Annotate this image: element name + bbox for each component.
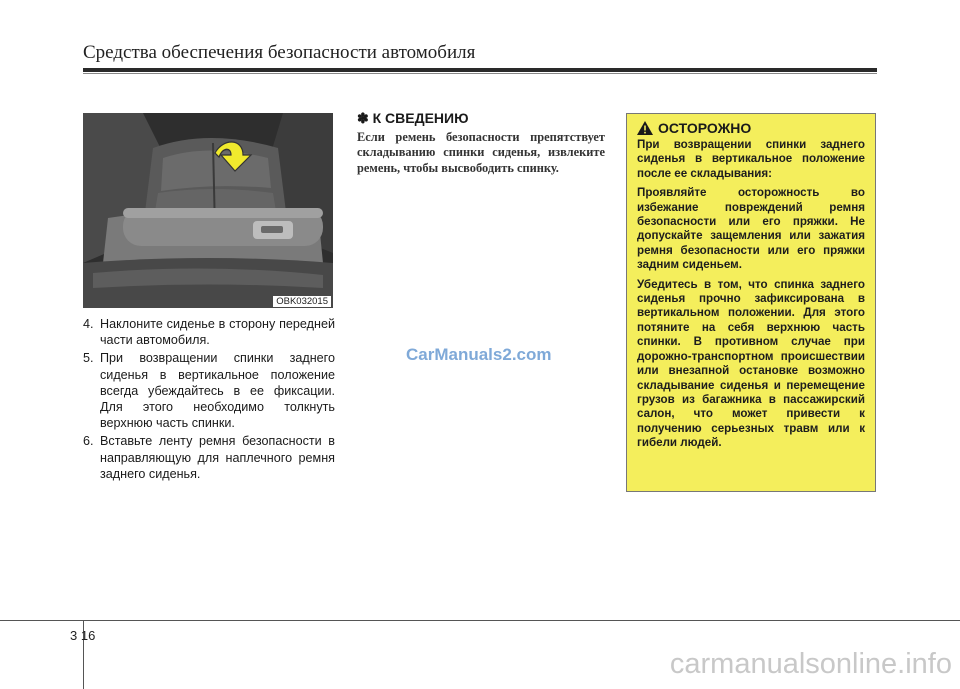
- footer-rule: [0, 620, 960, 621]
- page-number: 3 16: [70, 628, 96, 643]
- warning-paragraph: Проявляйте осторожность во избежание повреждений ремня безопасности или его пряжки. Не допускайте защемления или зажатия ремня безопасности или его пряжки задним сиденьем.: [637, 186, 865, 272]
- step-text: Вставьте ленту ремня безопасности в направляющую для наплечного ремня заднего сиденья.: [100, 434, 335, 481]
- list-item: [83, 350, 335, 431]
- instruction-steps: [83, 316, 335, 484]
- step-number: 6.: [83, 434, 94, 449]
- warning-paragraph: При возвращении спинки заднего сиденья в вертикальное положение после ее складывания:: [637, 138, 865, 180]
- page-header-title: Средства обеспечения безопасности автомобиля: [83, 42, 476, 63]
- step-text: При возвращении спинки заднего сиденья в вертикальное положение всегда убеждайтесь в ее фиксации. Для этого необходимо толкнуть верхнюю часть спинки.: [100, 351, 335, 431]
- photo-code-label: OBK032015: [273, 296, 331, 307]
- warning-box: [626, 113, 876, 492]
- warning-triangle-icon: [637, 121, 653, 135]
- step-text: Наклоните сиденье в сторону передней части автомобиля.: [100, 317, 335, 348]
- warning-paragraph: Убедитесь в том, что спинка заднего сиденья прочно зафиксирована в вертикальном положении. Для этого потяните на себя верхнюю часть спинки. В противном случае при дорожно-транспортном происшествии или внезапной остановке возможно складывание сиденья и перемещение грузов из багажника в пассажирский салон, что может привести к получению серьезных травм или к гибели людей.: [637, 277, 865, 450]
- step-number: 5.: [83, 351, 94, 366]
- step-number: 4.: [83, 317, 94, 331]
- rear-seat-photo: [83, 113, 333, 308]
- footer-site-watermark[interactable]: carmanualsonline.info: [669, 648, 952, 680]
- watermark-link[interactable]: CarManuals2.com: [406, 345, 552, 364]
- info-text: Если ремень безопасности препятствует складыванию спинки сиденья, извлеките ремень, чтобы высвободить спинку.: [357, 130, 605, 175]
- rear-seat-illustration: [83, 113, 333, 308]
- header-rule: [83, 68, 877, 72]
- list-item: [83, 316, 335, 348]
- info-heading: ✽ К СВЕДЕНИЮ: [357, 110, 469, 126]
- header-rule-thin: [83, 73, 877, 74]
- warning-heading: [637, 120, 865, 136]
- warning-title: ОСТОРОЖНО: [658, 120, 752, 136]
- list-item: [83, 433, 335, 482]
